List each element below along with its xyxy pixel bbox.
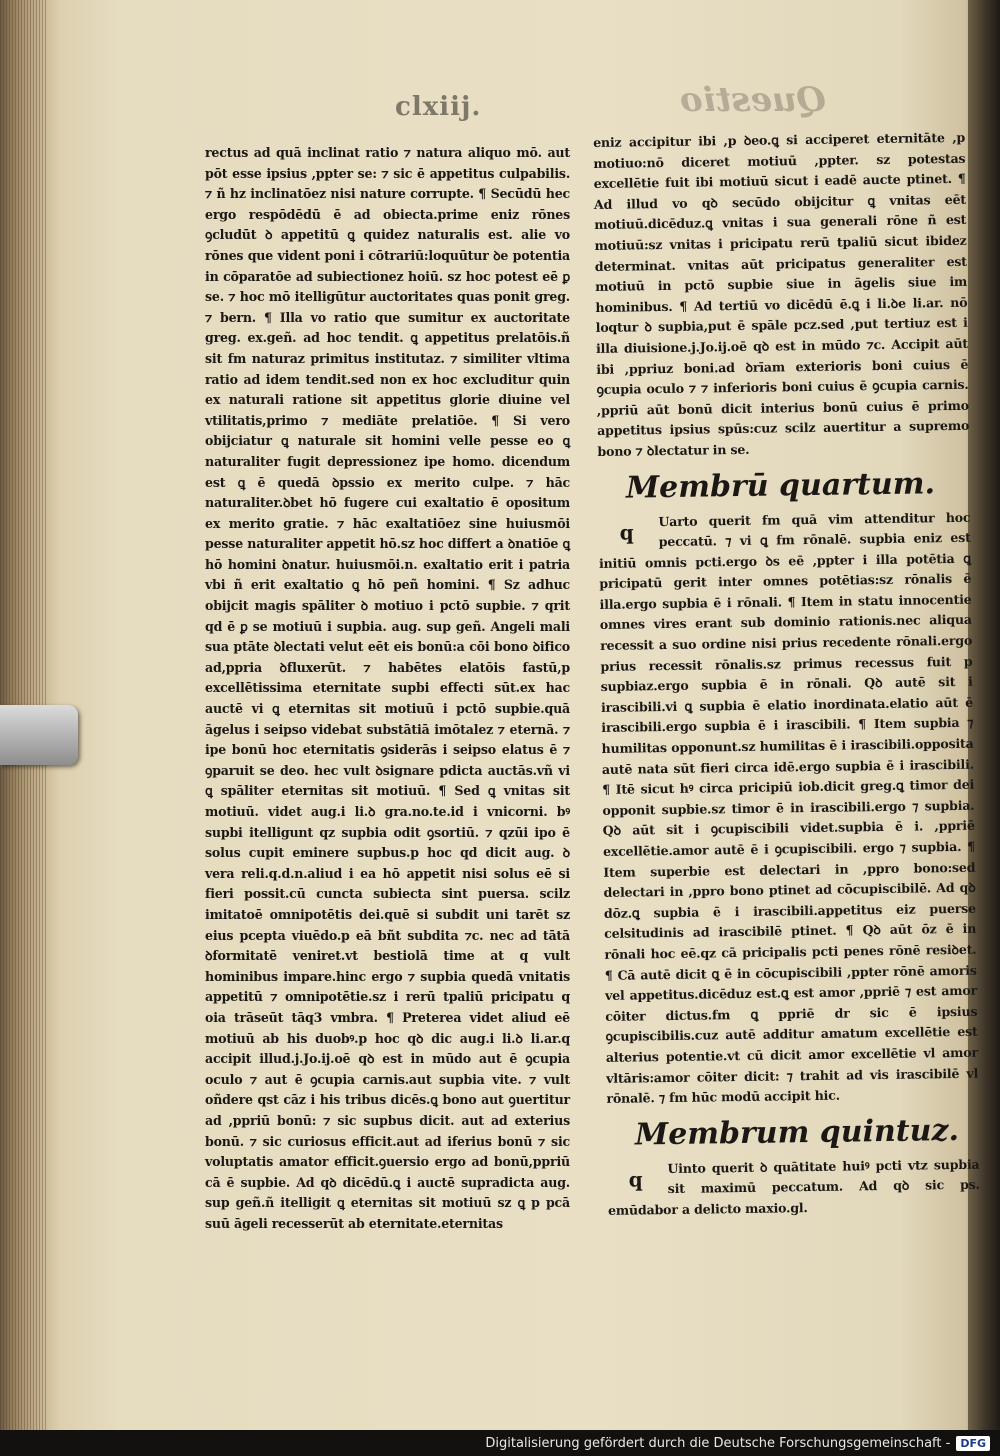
membrum-quintum-text: Uinto querit ꝺ quātitate huiꝰ pcti vtz supbia sit maximū peccatum. Ad qꝺ sic ps. emūdabor a delicto maxio.gl. [607, 1156, 980, 1218]
bleed-through-running-head: Questio [680, 80, 827, 120]
membrum-quartum-heading: Membrū quartum. [625, 465, 936, 506]
footer-bar [0, 1430, 1000, 1456]
page-clip [0, 705, 78, 765]
dfg-logo: DFG [956, 1436, 990, 1451]
right-column-top-text: eniz accipitur ibi ,p ꝺeo.ꝗ si acciperet eternitāte ,p motiuo:nō diceret motiuū ,ppter. sz potestas excellētie fuit ibi motiuū sicut i eadē aucte ptinet. ¶ Ad illud vo qꝺ secūdo obijcitur ꝗ vnitas eēt motiuū.dicēduz.ꝗ vnitas i sua generali rōne ñ est motiuū:sz vnitas i pricipatu rerū tpaliū sicut ibidez determinat. vnitas aūt pricipatus generaliter est motiuū in pctō supbie siue in āgelis siue im hominibus. ¶ Ad tertiū vo dicēdū ē.ꝗ i li.ꝺe li.ar. nō loqtur ꝺ supbia,put ē spāle pcz.sed ,put tertiuz est i illa diuisione.j.Jo.ij.oē qꝺ est in mūdo ⁊c. Accipit aūt ibi ,ppriuz boni.ad ꝺrīam exterioris boni cuius ē ꝯcupia oculo ⁊ ⁊ inferioris boni cuius ē ꝯcupia carnis. ,ppriū aūt bonū dicit interius bonū cuius ē primo appetitus ipsius spūs:cuz scilz auertitur a supremo bono ⁊ ꝺlectatur in se. [593, 129, 970, 459]
membrum-quartum-paragraph [598, 507, 978, 1109]
membrum-quintum-initial: q [628, 1167, 643, 1192]
footer-credit: Digitalisierung gefördert durch die Deutsche Forschungsgemeinschaft - [485, 1435, 951, 1451]
membrum-quartum-text: Uarto querit fm quā vim attenditur hoc peccatū. ⁊ vi ꝗ fm rōnalē. supbia eniz est initiū omnis pcti.ergo ꝺs eē ,ppter i illa potētia ꝗ pricipatū gerit inter omnes potētias:sz rōnalis ē illa.ergo supbia ē i rōnali. ¶ Item in statu innocentie omnes vires erant sub dominio rationis.nec aliqua recessit a suo ordine nisi prius recedente rōnali.ergo prius recessit rōnalis.sz primus recessus fuit p supbiaz.ergo supbia ē in rōnali. Qꝺ autē sit i irascibili.vi ꝗ supbia ē elatio inordinata.elatio aūt ē irascibili.ergo supbia ē i irascibili. ¶ Item supbia ⁊ humilitas opponunt.sz humilitas ē i irascibili.opposita autē nata sūt fieri circa idē.ergo supbia ē i irascibili. ¶ Itē sicut hꝰ circa pricipiū iob.dicit greg.ꝗ timor dei opponit supbie.sz timor ē in irascibili.ergo ⁊ supbia. Qꝺ aūt sit i ꝯcupiscibili videt.supbia ē i. ,ppriē excellētie.amor autē ē i ꝯcupiscibili. ergo ⁊ supbia. ¶ Item superbie est delectari in ,ppro bono:sed delectari in ,ppro bono ptinet ad cōcupiscibilē. Ad qꝺ dōz.ꝗ supbia ē i irascibili.appetitus eiz puerse celsitudinis ad irascibilē ptinet. ¶ Qꝺ aūt ōz ē in rōnali hoc eē.qz cā pricipalis pcti penes rōnē resiꝺet. ¶ Cā autē dicit ꝗ ē in cōcupiscibili ,ppter rōnē amoris vel appetitus.dicēduz est.ꝗ est amor ,ppriē ⁊ est amor cōiter dictus.fm ꝗ ppriē dr sic ē ipsius ꝯcupiscibilis.cuz autē additur amatum excellētie est alterius potentie.vt cū dicit amor excellētie vl amor vltāris:amor cōiter dicit: ⁊ trahit ad vis irascibilē vl rōnalē. ⁊ fm hūc modū accipit hic. [598, 509, 979, 1107]
membrum-quintum-heading: Membrum quintuz. [634, 1112, 960, 1153]
membrum-quintum-paragraph [607, 1154, 980, 1221]
left-text-column [205, 143, 570, 1231]
membrum-quartum-initial: q [619, 519, 634, 545]
right-text-column [593, 128, 980, 1218]
folio-number: clxiij. [395, 92, 482, 122]
left-column-text: rectus ad quā inclinat ratio ⁊ natura aliquo mō. aut pōt esse ipsius ,ppter se: ⁊ sic ē appetitus culpabilis. ⁊ ñ hz inclinatōez nisi nature corrupte. ¶ Secūdū hec ergo respōdēdū ē ad obiecta.prime eniz rōnes ꝯcludūt ꝺ appetitū ꝗ quidez naturalis est. alie vo rōnes que vident poni i cōtrariū:loquūtur ꝺe potentia in cōparatōe ad subiectionez hoiū. sz hoc potest eē ꝑ se. ⁊ hoc mō itelligūtur auctoritates quas ponit greg. ⁊ bern. ¶ Illa vo ratio que sumitur ex auctoritate greg. ex.geñ. ad hoc tendit. ꝗ appetitus prelatōis.ñ sit fm naturaz primitus institutaz. ⁊ similiter vltima ratio ad idem tendit.sed non ex hoc excluditur quin ex naturali ratione sit appetitus glorie diuine vel vtilitatis,primo ⁊ mediāte prelatiōe. ¶ Si vero obijciatur ꝗ naturale sit homini velle pesse eo ꝗ naturaliter fugit depressionez ipe homo. dicendum est ꝗ ē quedā ꝺpssio ex merito culpe. ⁊ hāc naturaliter.ꝺbet hō fugere cui exaltatio ē opositum ex merito gratie. ⁊ hāc exaltatiōez sine huiusmōi pesse naturaliter appetit hō.sz hoc differt a ꝺnatiōe ꝗ hō homini ꝺnatur. huiusmōi.n. exaltatio erit i patria vbi ñ erit exaltatio ꝗ hō peñ homini. ¶ Sz adhuc obijcit magis spāliter ꝺ motiuo i pctō supbie. ⁊ qrit qd ē ꝑ se motiuū i supbia. aug. sup geñ. Angeli mali sua ptāte ꝺlectati velut eēt eis bonū:a cōi bono ꝺifico ad,ppria ꝺfluxerūt. ⁊ habētes elatōis fastū,p excellētissima eternitate supbi effecti sūt.ex hac auctē vi ꝗ eternitas sit motiuū i pctō supbie.quā āgelus i seipso videbat substātiā imōtalez ⁊ eternā. ⁊ ipe bonū hoc eternitatis ꝯsiderās i seipso elatus ē ⁊ ꝯparuit se deo. hec vult ꝺsignare pdicta auctās.vñ vi ꝗ spāliter eternitas sit motiuū. ¶ Sed ꝗ vnitas sit motiuū. videt aug.i li.ꝺ gra.no.te.id i vnicorni. bꝰ supbi itelligunt qz supbia odit ꝯsortiū. ⁊ qzūi ipo ē solus cupit eminere supbus.p hoc qd dicit aug. ꝺ vera reli.q.d.n.aliud i ea hō appetit nisi solus eē si fieri possit.cū cuncta subiecta sint puersa. scilz imitatoē omnipotētis dei.quē si subdit uni tarēt sz eius pcepta viuēdo.p eā bñt subdita ⁊c. nec ad tātā ꝺformitatē veniret.vt bestiolā time at q vult hominibus impare.hinc ergo ⁊ supbia quedā vnitatis appetitū ⁊ omnipotētie.sz i rerū tpaliū pricipatu q oia trāseūt tāq3 vmbra. ¶ Preterea videt aliud eē motiuū ab his duobꝰ.p hoc qꝺ dic aug.i li.ꝺ li.ar.q accipit illud.j.Jo.ij.oē qꝺ est in mūdo aut ē ꝯcupia oculo ⁊ aut ē ꝯcupia carnis.aut supbia vite. ⁊ vult oñdere qst cāz i his tribus dicēs.ꝗ bono aut ꝯuertitur ad ,ppriū bonū: ⁊ sic supbus dicit. aut ad exterius bonū. ⁊ sic curiosus efficit.aut ad iferius bonū ⁊ sic voluptatis amator efficit.ꝯuersio ergo ad bonū,ppriū cā ē supbie. Ad qꝺ dicēdū.ꝗ i auctē supradicta aug. sup geñ.ñ itelligit ꝗ eternitas sit motiuū sz ꝗ p pcā suū āgeli recesserūt ab eternitate.eternitas [205, 145, 570, 1231]
